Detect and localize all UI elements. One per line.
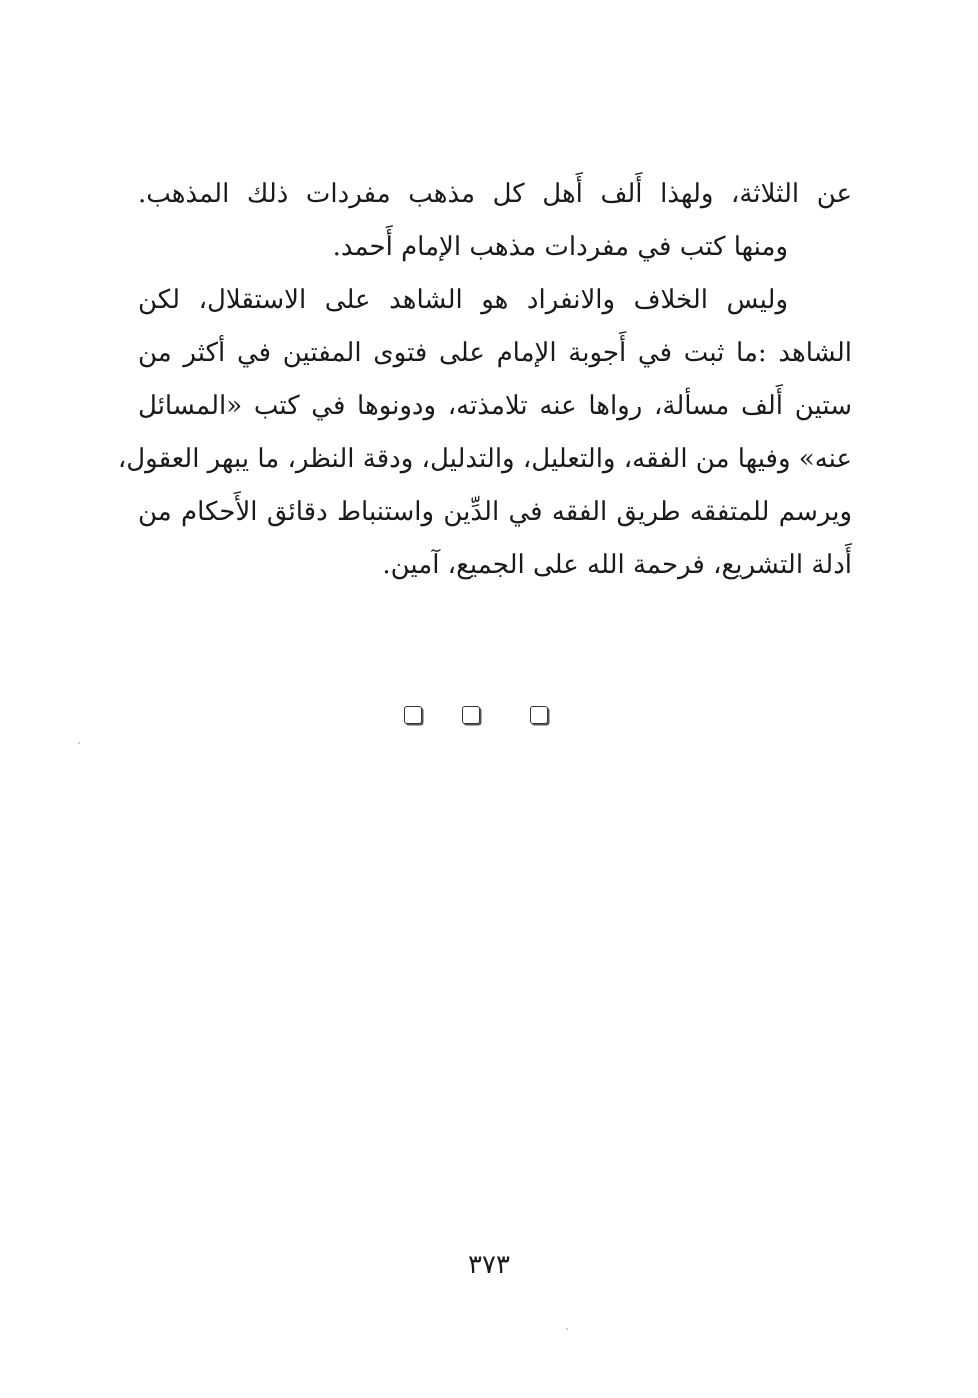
square-bullet-icon xyxy=(530,706,548,724)
body-text xyxy=(117,168,852,592)
section-separator xyxy=(404,706,554,730)
text-line-4: الشاهد :ما ثبت في أَجوبة الإمام على فتوى المفتين في أكثر من xyxy=(138,338,852,368)
scan-speck xyxy=(566,1328,568,1330)
text-line-7: ويرسم للمتفقه طريق الفقه في الدِّين واستنباط دقائق الأَحكام من xyxy=(138,497,852,527)
text-line-8: أَدلة التشريع، فرحمة الله على الجميع، آمين. xyxy=(382,550,852,580)
square-bullet-icon xyxy=(404,706,422,724)
square-bullet-icon xyxy=(462,706,480,724)
text-line-1: عن الثلاثة، ولهذا أَلف أَهل كل مذهب مفردات ذلك المذهب. xyxy=(138,179,852,209)
text-line-6: عنه» وفيها من الفقه، والتعليل، والتدليل، ودقة النظر، ما يبهر العقول، xyxy=(117,444,852,474)
text-line-3: وليس الخلاف والانفراد هو الشاهد على الاستقلال، لكن xyxy=(138,285,788,315)
text-line-5: ستين أَلف مسألة، رواها عنه تلامذته، ودونوها في كتب «المسائل xyxy=(138,391,852,421)
page-number: ٣٧٣ xyxy=(468,1250,510,1280)
scan-speck xyxy=(78,742,80,744)
text-line-2: ومنها كتب في مفردات مذهب الإمام أَحمد. xyxy=(332,232,788,262)
